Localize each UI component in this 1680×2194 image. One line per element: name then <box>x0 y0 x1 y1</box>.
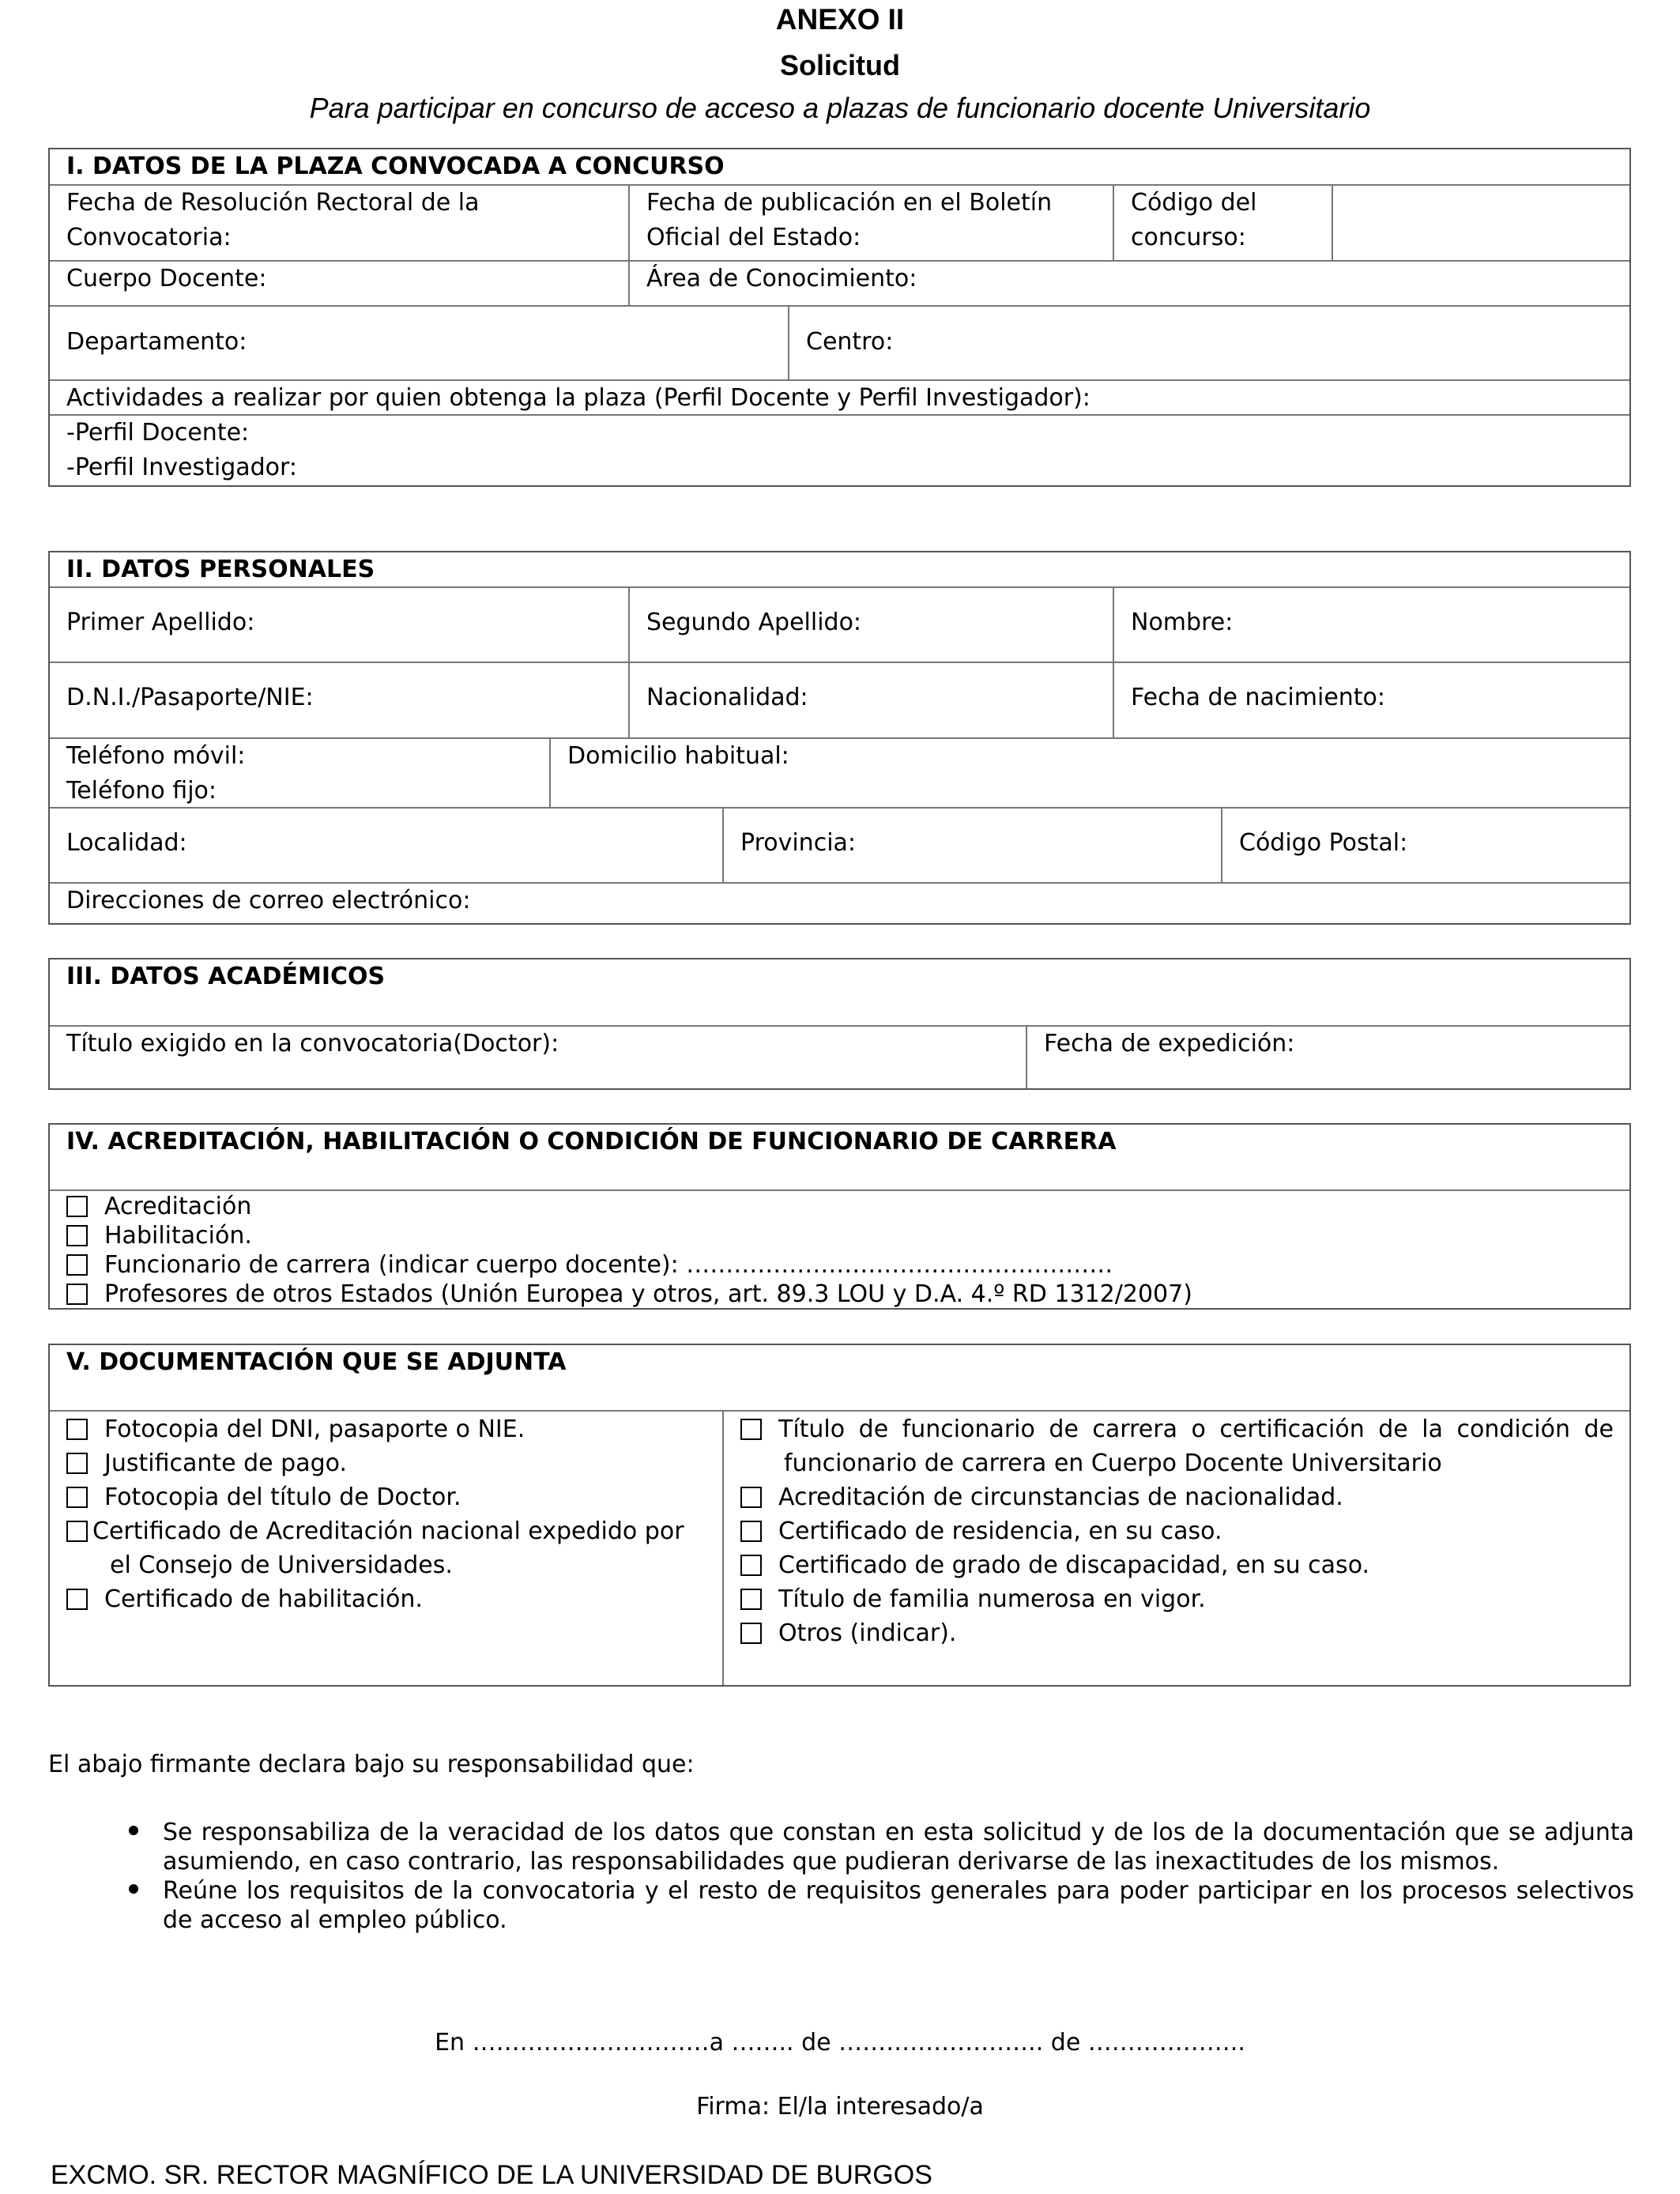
signature-label: Firma: El/la interesado/a <box>696 2093 984 2120</box>
row-departamento <box>50 305 1629 381</box>
option-acreditacion[interactable] <box>66 1192 1629 1221</box>
field-label: Oficial del Estado: <box>646 224 861 251</box>
documentacion-left-column <box>50 1412 722 1685</box>
declaration-text: Se responsabiliza de la veracidad de los datos que constan en esta solicitud y de los de la documentación que se adjunta asumiendo, en caso contrario, las responsabilidades que pudieran derivarse de las inexactitudes de los mismos. <box>163 1819 1634 1875</box>
centro-field[interactable] <box>788 307 1629 381</box>
field-label: Nombre: <box>1131 609 1234 636</box>
option-label: Título de funcionario de carrera o certificación de la condición de <box>778 1416 1614 1443</box>
area-conocimiento-field[interactable] <box>628 262 1629 307</box>
domicilio-field[interactable] <box>549 739 1629 809</box>
row-perfiles <box>50 414 1629 485</box>
telefonos-field[interactable] <box>50 739 549 809</box>
row-titulo <box>50 1025 1629 1088</box>
correo-field[interactable] <box>50 884 1629 923</box>
perfil-docente-label: -Perfil Docente: <box>66 419 250 447</box>
field-label: Fecha de publicación en el Boletín <box>646 189 1053 217</box>
row-apellidos <box>50 586 1629 663</box>
option-otros-estados[interactable] <box>66 1280 1629 1309</box>
doc-discapacidad[interactable] <box>740 1548 1614 1582</box>
option-label: Habilitación. <box>104 1222 252 1250</box>
row-localidad <box>50 807 1629 884</box>
checkbox-icon[interactable] <box>66 1487 88 1508</box>
option-label: Acreditación de circunstancias de nacionalidad. <box>778 1483 1343 1511</box>
field-label: Código Postal: <box>1239 829 1408 857</box>
titulo-field[interactable] <box>50 1027 1026 1088</box>
option-label: Fotocopia del DNI, pasaporte o NIE. <box>104 1416 525 1443</box>
dni-field[interactable] <box>50 663 628 739</box>
fecha-boe-field[interactable] <box>628 186 1113 262</box>
bullet-icon <box>129 1826 138 1835</box>
place-date-line[interactable]: En …………………………a …….. de …………………….. de ……………….. <box>435 2029 1245 2056</box>
row-fechas <box>50 184 1629 262</box>
checkbox-icon[interactable] <box>66 1589 88 1610</box>
checkbox-icon[interactable] <box>66 1453 88 1474</box>
section-plaza <box>48 148 1631 487</box>
row-acreditacion-options <box>50 1189 1629 1308</box>
doc-residencia[interactable] <box>740 1514 1614 1548</box>
provincia-field[interactable] <box>722 809 1221 884</box>
doc-nacionalidad[interactable] <box>740 1480 1614 1514</box>
addressee: EXCMO. SR. RECTOR MAGNÍFICO DE LA UNIVERSIDAD DE BURGOS <box>51 2160 932 2190</box>
checkbox-icon[interactable] <box>66 1225 88 1246</box>
field-label: Direcciones de correo electrónico: <box>66 887 471 914</box>
field-label: Convocatoria: <box>66 224 232 251</box>
section-title: II. DATOS PERSONALES <box>66 556 375 583</box>
doc-titulo-doctor[interactable] <box>66 1480 722 1514</box>
departamento-field[interactable] <box>50 307 788 381</box>
row-correo <box>50 882 1629 923</box>
checkbox-icon[interactable] <box>66 1419 88 1440</box>
option-label: Funcionario de carrera (indicar cuerpo docente): ……………………………………………… <box>104 1251 1113 1279</box>
field-label: concurso: <box>1131 224 1246 251</box>
segundo-apellido-field[interactable] <box>628 588 1113 663</box>
doc-dni[interactable] <box>66 1412 722 1446</box>
documentacion-right-column <box>722 1412 1629 1685</box>
localidad-field[interactable] <box>50 809 722 884</box>
bullet-icon <box>129 1884 138 1894</box>
checkbox-icon[interactable] <box>740 1623 762 1644</box>
section-datos-personales <box>48 551 1631 925</box>
declaration-text: Reúne los requisitos de la convocatoria y el resto de requisitos generales para poder participar en los procesos selectivos de acceso al empleo público. <box>163 1877 1634 1934</box>
doc-familia-numerosa[interactable] <box>740 1582 1614 1616</box>
option-label-continuation: funcionario de carrera en Cuerpo Docente Universitario <box>784 1449 1442 1477</box>
field-label: Fecha de Resolución Rectoral de la <box>66 189 480 217</box>
option-label: Fotocopia del título de Doctor. <box>104 1483 461 1511</box>
doc-otros[interactable] <box>740 1616 1614 1650</box>
declaration-intro: El abajo firmante declara bajo su responsabilidad que: <box>48 1751 695 1778</box>
primer-apellido-field[interactable] <box>50 588 628 663</box>
option-label: Certificado de habilitación. <box>104 1585 423 1613</box>
form-title: Solicitud <box>780 49 900 81</box>
checkbox-icon[interactable] <box>66 1284 88 1305</box>
actividades-label <box>50 381 1629 416</box>
section-title: IV. ACREDITACIÓN, HABILITACIÓN O CONDICIÓN DE FUNCIONARIO DE CARRERA <box>66 1128 1117 1155</box>
option-label: Profesores de otros Estados (Unión Europea y otros, art. 89.3 LOU y D.A. 4.º RD 1312/2007) <box>104 1280 1192 1308</box>
section-title: III. DATOS ACADÉMICOS <box>66 963 386 990</box>
annex-heading: ANEXO II <box>775 3 905 36</box>
doc-certificado-acreditacion[interactable] <box>66 1514 722 1548</box>
field-label: Centro: <box>806 328 894 356</box>
codigo-concurso-label <box>1113 186 1332 262</box>
row-dni <box>50 662 1629 739</box>
checkbox-icon[interactable] <box>66 1254 88 1276</box>
option-label: Justificante de pago. <box>104 1449 348 1477</box>
section-title: I. DATOS DE LA PLAZA CONVOCADA A CONCURSO <box>66 153 725 180</box>
fecha-resolucion-field[interactable] <box>50 186 628 262</box>
cuerpo-docente-field[interactable] <box>50 262 628 307</box>
checkbox-icon[interactable] <box>740 1521 762 1542</box>
field-label: Localidad: <box>66 829 187 857</box>
fecha-expedicion-field[interactable] <box>1026 1027 1629 1088</box>
option-label-continuation: el Consejo de Universidades. <box>110 1551 453 1579</box>
checkbox-icon[interactable] <box>66 1196 88 1217</box>
section-documentacion <box>48 1344 1631 1687</box>
field-label: Domicilio habitual: <box>567 742 789 770</box>
declaration-list <box>163 1818 1634 1935</box>
telefono-movil-label: Teléfono móvil: <box>66 742 246 770</box>
perfil-investigador-label: -Perfil Investigador: <box>66 454 297 481</box>
option-label: Certificado de residencia, en su caso. <box>778 1517 1222 1545</box>
codigo-postal-field[interactable] <box>1221 809 1629 884</box>
telefono-fijo-label: Teléfono fijo: <box>66 777 217 805</box>
doc-certificado-habilitacion[interactable] <box>66 1582 722 1616</box>
field-label: Título exigido en la convocatoria(Doctor): <box>66 1030 559 1057</box>
option-habilitacion[interactable] <box>66 1221 1629 1250</box>
field-label: Provincia: <box>740 829 857 857</box>
option-label: Otros (indicar). <box>778 1619 957 1647</box>
row-documentacion-options <box>50 1410 1629 1685</box>
field-label: Primer Apellido: <box>66 609 255 636</box>
section-datos-academicos <box>48 958 1631 1090</box>
field-label: Área de Conocimiento: <box>646 265 917 292</box>
declaration-item <box>163 1818 1634 1876</box>
option-label: Certificado de grado de discapacidad, en su caso. <box>778 1551 1370 1579</box>
field-label: Fecha de nacimiento: <box>1131 684 1386 711</box>
option-funcionario-carrera[interactable] <box>66 1250 1629 1280</box>
field-label: Nacionalidad: <box>646 684 808 711</box>
field-label: Departamento: <box>66 328 247 356</box>
field-label: Código del <box>1131 189 1257 217</box>
checkbox-icon[interactable] <box>740 1487 762 1508</box>
section-title: V. DOCUMENTACIÓN QUE SE ADJUNTA <box>66 1348 567 1376</box>
codigo-concurso-field[interactable] <box>1332 186 1629 262</box>
row-actividades <box>50 379 1629 416</box>
fecha-nacimiento-field[interactable] <box>1113 663 1629 739</box>
nacionalidad-field[interactable] <box>628 663 1113 739</box>
option-label: Acreditación <box>104 1193 252 1220</box>
checkbox-icon[interactable] <box>66 1521 88 1542</box>
field-label: Fecha de expedición: <box>1044 1030 1295 1057</box>
field-label: Segundo Apellido: <box>646 609 862 636</box>
section-acreditacion <box>48 1123 1631 1310</box>
field-label: D.N.I./Pasaporte/NIE: <box>66 684 314 711</box>
doc-justificante[interactable] <box>66 1446 722 1480</box>
checkbox-icon[interactable] <box>740 1589 762 1610</box>
field-label: Actividades a realizar por quien obtenga la plaza (Perfil Docente y Perfil Investigador): <box>66 384 1090 412</box>
doc-titulo-funcionario[interactable] <box>740 1412 1614 1446</box>
checkbox-icon[interactable] <box>740 1419 762 1440</box>
declaration-item <box>163 1876 1634 1935</box>
form-subtitle: Para participar en concurso de acceso a plazas de funcionario docente Universitario <box>309 92 1371 124</box>
row-telefonos <box>50 737 1629 809</box>
nombre-field[interactable] <box>1113 588 1629 663</box>
row-cuerpo <box>50 260 1629 307</box>
option-label: Título de familia numerosa en vigor. <box>778 1585 1206 1613</box>
field-label: Cuerpo Docente: <box>66 265 267 292</box>
checkbox-icon[interactable] <box>740 1555 762 1576</box>
perfiles-field[interactable] <box>50 416 1629 485</box>
option-label: Certificado de Acreditación nacional expedido por <box>92 1517 684 1545</box>
